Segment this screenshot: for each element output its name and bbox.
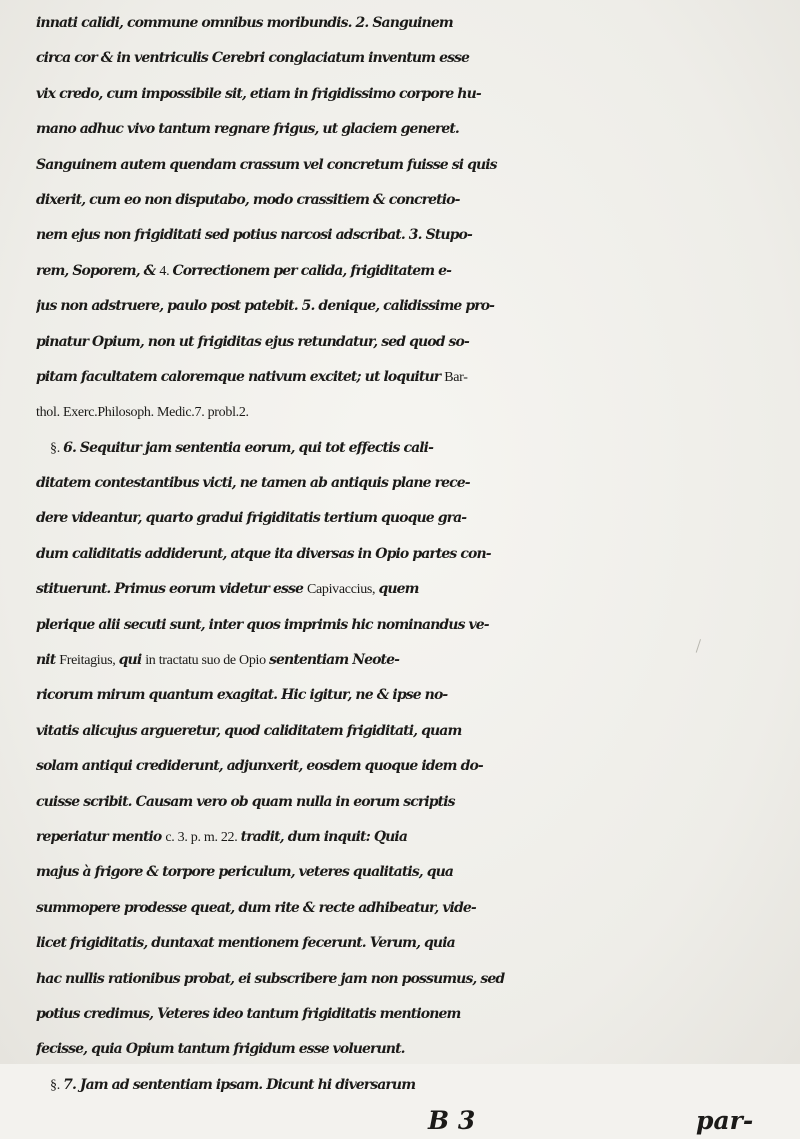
text-line <box>36 218 800 253</box>
text-segment: solam antiqui crediderunt, adjunxerit, eosdem quoque idem do- <box>36 758 483 775</box>
text-segment: sententiam Neote- <box>269 652 400 669</box>
text-line <box>36 6 800 41</box>
text-line <box>36 112 800 147</box>
text-segment: §. <box>50 440 64 456</box>
text-segment: rem, Soporem, & <box>36 262 160 279</box>
text-line <box>36 254 800 289</box>
text-segment: pinatur Opium, non ut frigiditas ejus retundatur, sed quod so- <box>36 333 469 350</box>
text-segment: majus à frigore & torpore periculum, veteres qualitatis, qua <box>36 864 454 881</box>
text-segment: summopere prodesse queat, dum rite & recte adhibeatur, vide- <box>36 899 476 916</box>
text-segment: Capivaccius, <box>306 582 379 598</box>
text-segment: cuisse scribit. Causam vero ob quam nulla in eorum scriptis <box>36 793 455 810</box>
text-line <box>36 325 800 360</box>
text-line <box>36 1068 800 1103</box>
text-line <box>36 466 800 501</box>
text-line <box>36 997 800 1032</box>
text-segment: Freitagius, <box>59 653 119 669</box>
text-segment: circa cor & in ventriculis Cerebri conglaciatum inventum esse <box>36 50 470 67</box>
text-line <box>36 395 800 430</box>
text-segment: dum caliditatis addiderunt, atque ita diversas in Opio partes con- <box>36 545 491 562</box>
text-segment: c. 3. p. m. 22. <box>165 829 241 845</box>
text-segment: dixerit, cum eo non disputabo, modo crassitiem & concretio- <box>36 191 460 208</box>
text-line <box>36 183 800 218</box>
text-line <box>36 41 800 76</box>
text-segment: Bar- <box>444 369 468 385</box>
text-line <box>36 360 800 395</box>
text-segment: ditatem contestantibus victi, ne tamen ab antiquis plane rece- <box>36 475 470 492</box>
text-line <box>36 501 800 536</box>
text-segment: tradit, dum inquit: Quia <box>240 828 408 845</box>
text-line <box>36 855 800 890</box>
text-segment: potius credimus, Veteres ideo tantum frigiditatis mentionem <box>36 1005 461 1022</box>
text-segment: 4. <box>159 263 173 279</box>
text-line <box>36 537 800 572</box>
text-line <box>36 289 800 324</box>
text-line <box>36 77 800 112</box>
text-line <box>36 431 800 466</box>
text-segment: dere videantur, quarto gradui frigiditatis tertium quoque gra- <box>36 510 467 527</box>
text-segment: Correctionem per calida, frigiditatem e- <box>172 262 452 279</box>
page-footer <box>36 1103 800 1138</box>
text-segment: 6. Sequitur jam sententia eorum, qui tot effectis cali- <box>63 439 434 456</box>
text-line <box>36 714 800 749</box>
text-segment: §. <box>50 1077 64 1093</box>
catchword: par- <box>696 1106 754 1136</box>
text-line <box>36 926 800 961</box>
text-line <box>36 572 800 607</box>
text-segment: plerique alii secuti sunt, inter quos imprimis hic nominandus ve- <box>36 616 489 633</box>
text-segment: quem <box>378 581 419 598</box>
text-segment: ricorum mirum quantum exagitat. Hic igitur, ne & ipse no- <box>36 687 448 704</box>
text-line <box>36 643 800 678</box>
text-segment: qui <box>118 652 146 669</box>
text-line <box>36 891 800 926</box>
signature-mark: B 3 <box>428 1106 476 1136</box>
text-segment: vix credo, cum impossibile sit, etiam in frigidissimo corpore hu- <box>36 85 481 102</box>
text-segment: Sanguinem autem quendam crassum vel concretum fuisse si quis <box>36 156 497 173</box>
text-segment: fecisse, quia Opium tantum frigidum esse voluerunt. <box>36 1041 405 1058</box>
text-segment: reperiatur mentio <box>36 828 166 845</box>
text-segment: 7. Jam ad sententiam ipsam. Dicunt hi diversarum <box>63 1076 416 1093</box>
text-line <box>36 820 800 855</box>
text-line <box>36 678 800 713</box>
text-segment: hac nullis rationibus probat, ei subscribere jam non possumus, sed <box>36 970 505 987</box>
text-segment: thol. Exerc.Philosoph. Medic.7. probl.2. <box>36 405 249 421</box>
text-line <box>36 785 800 820</box>
text-segment: vitatis alicujus argueretur, quod caliditatem frigiditati, quam <box>36 722 462 739</box>
text-segment: stituerunt. Primus eorum videtur esse <box>36 581 307 598</box>
text-block <box>36 6 800 1139</box>
text-segment: innati calidi, commune omnibus moribundis. 2. Sanguinem <box>36 15 453 31</box>
text-segment: licet frigiditatis, duntaxat mentionem fecerunt. Verum, quia <box>36 935 455 952</box>
text-line <box>36 1032 800 1067</box>
text-segment: in tractatu suo de Opio <box>145 653 270 669</box>
text-segment: nit <box>36 652 60 669</box>
text-segment: jus non adstruere, paulo post patebit. 5. denique, calidissime pro- <box>36 298 495 315</box>
text-segment: pitam facultatem caloremque nativum excitet; ut loquitur <box>36 368 445 385</box>
text-line <box>36 749 800 784</box>
text-segment: mano adhuc vivo tantum regnare frigus, ut glaciem generet. <box>36 121 459 138</box>
text-line <box>36 148 800 183</box>
text-line <box>36 962 800 997</box>
text-line <box>36 608 800 643</box>
text-segment: nem ejus non frigiditati sed potius narcosi adscribat. 3. Stupo- <box>36 227 472 244</box>
